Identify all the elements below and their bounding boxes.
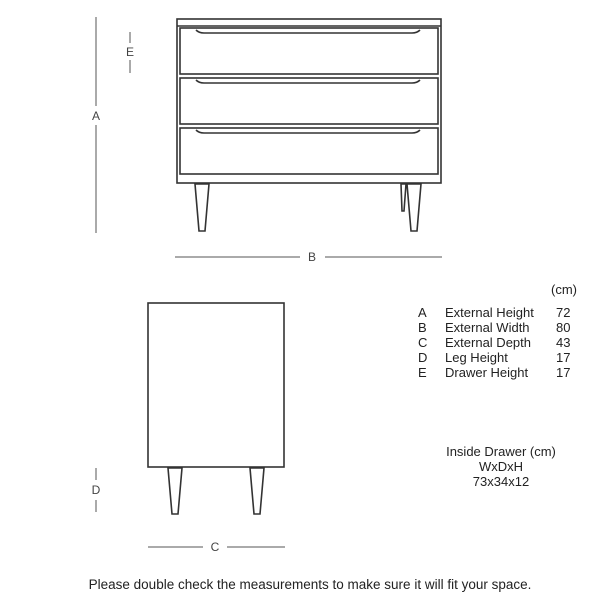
drawer-3 xyxy=(180,128,438,174)
back-leg-right xyxy=(401,184,406,211)
measurement-row xyxy=(418,365,570,380)
measurements-table xyxy=(418,305,570,380)
dim-label-c: C xyxy=(210,540,220,554)
drawer-handle-2 xyxy=(196,80,420,83)
footer-note: Please double check the measurements to make sure it will fit your space. xyxy=(88,577,532,592)
measurement-key: A xyxy=(418,305,427,320)
measurement-name: External Width xyxy=(445,320,530,335)
measurement-name: External Depth xyxy=(445,335,531,350)
inside-drawer-format: WxDxH xyxy=(478,459,524,474)
side-leg-front xyxy=(168,468,182,514)
measurement-row xyxy=(418,335,570,350)
side-body xyxy=(148,303,284,467)
dim-label-b: B xyxy=(307,250,317,264)
drawer-1 xyxy=(180,28,438,74)
measurement-value: 17 xyxy=(556,350,571,365)
measurement-value: 17 xyxy=(556,365,571,380)
inside-drawer-info xyxy=(426,444,576,489)
measurement-key: D xyxy=(418,350,428,365)
side-view xyxy=(148,303,284,514)
front-leg-left xyxy=(195,184,209,231)
dim-label-a: A xyxy=(91,109,101,123)
front-view xyxy=(177,19,441,231)
inside-drawer-title: Inside Drawer (cm) xyxy=(446,444,556,459)
side-leg-back xyxy=(250,468,264,514)
drawer-handle-1 xyxy=(196,30,420,33)
measurement-key: C xyxy=(418,335,428,350)
measurement-value: 43 xyxy=(556,335,571,350)
measurement-name: External Height xyxy=(445,305,534,320)
measurement-value: 80 xyxy=(556,320,571,335)
cabinet-body xyxy=(177,19,441,183)
measurement-value: 72 xyxy=(556,305,571,320)
dim-label-e: E xyxy=(125,45,135,59)
measurement-row xyxy=(418,320,570,335)
front-leg-right xyxy=(407,184,421,231)
inside-drawer-value: 73x34x12 xyxy=(472,474,530,489)
measurement-name: Leg Height xyxy=(445,350,508,365)
measurement-name: Drawer Height xyxy=(445,365,529,380)
dim-label-d: D xyxy=(91,483,101,497)
drawer-handle-3 xyxy=(196,130,420,133)
measurement-key: B xyxy=(418,320,427,335)
unit-label: (cm) xyxy=(551,282,577,297)
measurement-row xyxy=(418,350,570,365)
measurement-key: E xyxy=(418,365,427,380)
measurement-row xyxy=(418,305,570,320)
drawer-2 xyxy=(180,78,438,124)
